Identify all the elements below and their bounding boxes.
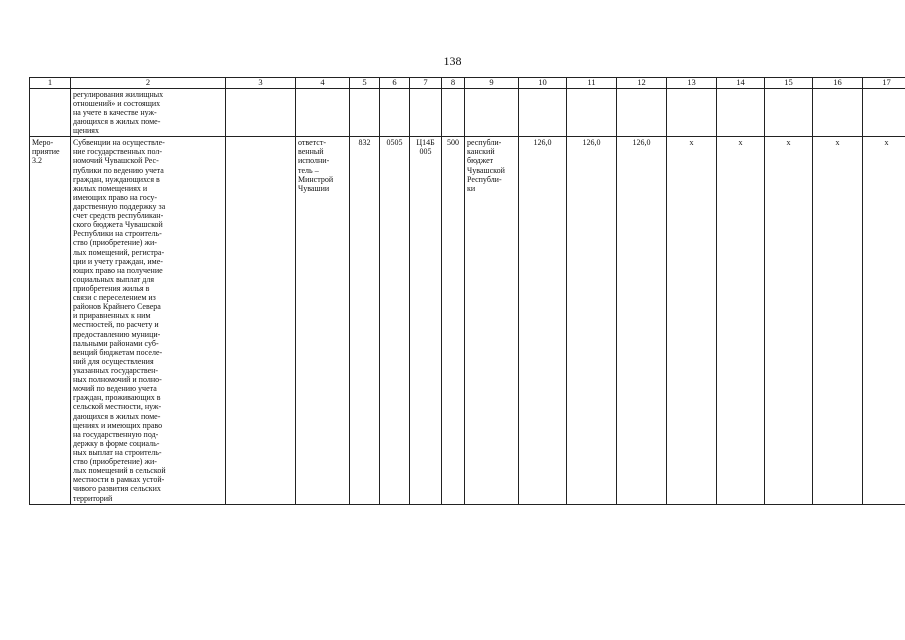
column-header-8: 8 (442, 78, 465, 89)
column-header-4: 4 (296, 78, 350, 89)
column-number-row (30, 78, 905, 89)
table-cell (567, 88, 617, 137)
column-header-14: 14 (717, 78, 765, 89)
measure-description: регулирования жилищных отношений» и состоящих на учете в качестве нуж- дающихся в жилых поме- щениях (73, 89, 164, 136)
table-cell (226, 88, 296, 137)
table-cell (765, 88, 813, 137)
ministry-code: 832 (350, 137, 380, 504)
measure-description-cell (71, 88, 226, 137)
column-header-5: 5 (350, 78, 380, 89)
measure-description: Субвенции на осуществле- ние государственных пол- номочий Чувашской Рес- публики по ведению учета граждан, нуждающихся в жилых помещениях и имеющих право на госу- дарственную поддержку за счет средств республикан- ского бюджета Чувашской Республики на строитель- ство (приобретение) жи- лых помещений, регистра- ции и учету граждан, име- ющих право на получение социальных выплат для приобретения жилья в связи с переселением из районов Крайнего Севера и приравненных к ним местностей, по расчету и предоставлению муници- пальными районами суб- венций бюджетам поселе- ний для осуществления указанных государствен- ных полномочий и полно- мочий по ведению учета граждан, проживающих в сельской местности, нуж- дающихся в жилых поме- щениях и имеющих право на государственную под- держку в форме социаль- ных выплат на строитель- ство (приобретение) жи- лых помещений в сельской местности в рамках устой- чивого развития сельских территорий (73, 138, 166, 503)
column-header-2: 2 (71, 78, 226, 89)
table-cell (617, 88, 667, 137)
column-header-10: 10 (519, 78, 567, 89)
column-header-6: 6 (380, 78, 410, 89)
section-code: 0505 (380, 137, 410, 504)
column-header-13: 13 (667, 78, 717, 89)
column-header-16: 16 (813, 78, 863, 89)
table-cell (380, 88, 410, 137)
measure-code-cell (30, 88, 71, 137)
table-cell (465, 88, 519, 137)
amount-cell: 126,0 (519, 137, 567, 504)
table-cell (813, 88, 863, 137)
funding-source-cell (465, 137, 519, 504)
table-cell (519, 88, 567, 137)
amount-cell: 126,0 (567, 137, 617, 504)
placeholder-cell: х (765, 137, 813, 504)
target-article: Ц14Б 005 (416, 138, 435, 157)
column-header-3: 3 (226, 78, 296, 89)
funding-source: республи- канский бюджет Чувашской Республи- ки (467, 138, 505, 193)
table-cell (410, 88, 442, 137)
table-cell (226, 137, 296, 504)
measure-code: Меро- приятие 3.2 (32, 138, 60, 166)
table-cell (350, 88, 380, 137)
table-cell (717, 88, 765, 137)
column-header-17: 17 (863, 78, 905, 89)
amount-cell: 126,0 (617, 137, 667, 504)
program-table (29, 77, 905, 505)
column-header-9: 9 (465, 78, 519, 89)
column-header-1: 1 (30, 78, 71, 89)
responsible-executor: ответст- венный исполни- тель – Минстрой Чувашии (298, 138, 334, 193)
table-cell (442, 88, 465, 137)
page-number: 138 (443, 54, 462, 68)
measure-code-cell (30, 137, 71, 504)
table-cell (863, 88, 905, 137)
expense-type-code: 500 (442, 137, 465, 504)
column-header-12: 12 (617, 78, 667, 89)
column-header-15: 15 (765, 78, 813, 89)
table-row (30, 137, 905, 504)
target-article-cell (410, 137, 442, 504)
placeholder-cell: х (863, 137, 905, 504)
table-cell (667, 88, 717, 137)
placeholder-cell: х (717, 137, 765, 504)
table-cell (296, 88, 350, 137)
placeholder-cell: х (813, 137, 863, 504)
placeholder-cell: х (667, 137, 717, 504)
table-row (30, 88, 905, 137)
column-header-7: 7 (410, 78, 442, 89)
responsible-executor-cell (296, 137, 350, 504)
column-header-11: 11 (567, 78, 617, 89)
measure-description-cell (71, 137, 226, 504)
